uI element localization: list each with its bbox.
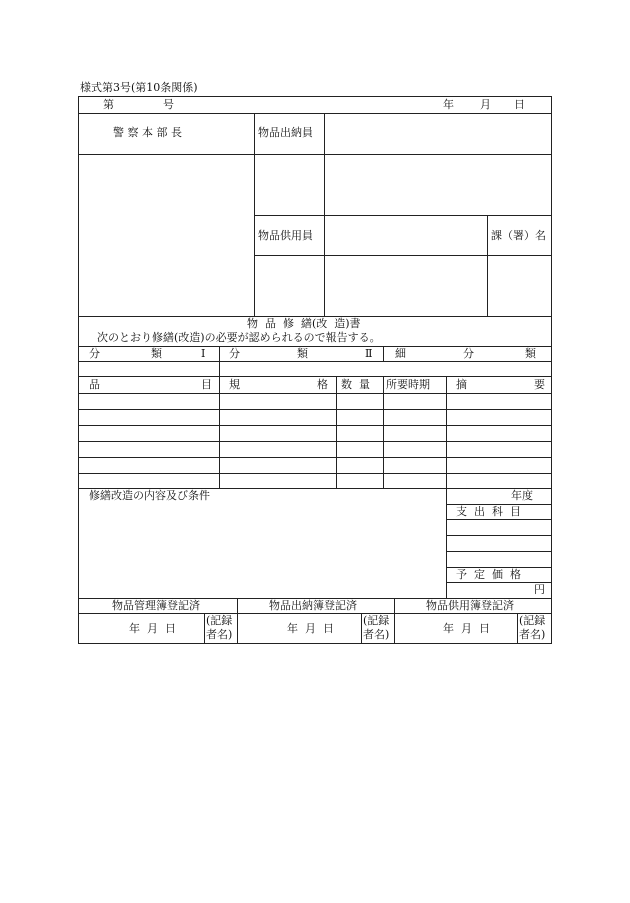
- item-label-b: 目: [201, 378, 212, 391]
- grid-line: [254, 215, 551, 216]
- date-month: 月: [480, 98, 491, 111]
- grid-line: [79, 154, 551, 155]
- grid-line: [446, 551, 551, 552]
- recorder-line1: (記録: [363, 614, 390, 627]
- grid-line: [254, 255, 551, 256]
- section-label: 課（署）名: [491, 229, 546, 242]
- grid-line: [79, 113, 551, 114]
- recorder-line2: 者名): [206, 628, 233, 641]
- detail-label: 細: [395, 347, 406, 360]
- form-number-label: 様式第3号(第10条関係): [80, 81, 198, 94]
- recorder-line1: (記録: [206, 614, 233, 627]
- grid-line: [79, 393, 551, 394]
- remarks-label: 摘: [456, 378, 467, 391]
- grid-line: [79, 376, 551, 377]
- remarks-label-b: 要: [534, 378, 545, 391]
- yen-label: 円: [534, 583, 545, 596]
- grid-line: [446, 376, 447, 598]
- grid-line: [79, 441, 551, 442]
- grid-line: [446, 535, 551, 536]
- management-register-label: 物品管理簿登記済: [112, 599, 200, 612]
- issuance-register-label: 物品出納簿登記済: [269, 599, 357, 612]
- usage-register-label: 物品供用簿登記済: [426, 599, 514, 612]
- class1-label-b: 類: [151, 347, 162, 360]
- repair-report-form: [78, 96, 552, 644]
- register-date: 年 月 日: [443, 622, 490, 635]
- grid-line: [79, 346, 551, 347]
- item-label: 品: [89, 378, 100, 391]
- class2-number: Ⅱ: [365, 347, 373, 360]
- report-title: 物 品 修 繕(改 造)書: [247, 317, 361, 330]
- register-date: 年 月 日: [129, 622, 176, 635]
- grid-line: [383, 376, 384, 488]
- class1-number: Ⅰ: [201, 347, 206, 360]
- grid-line: [446, 519, 551, 520]
- grid-line: [79, 361, 551, 362]
- grid-line: [79, 613, 551, 614]
- grid-line: [336, 376, 337, 488]
- fiscal-year-label: 年度: [511, 489, 533, 502]
- number-suffix: 号: [163, 98, 174, 111]
- date-year: 年: [443, 98, 454, 111]
- detail-label-c: 類: [525, 347, 536, 360]
- grid-line: [79, 425, 551, 426]
- detail-label-b: 分: [463, 347, 474, 360]
- report-statement: 次のとおり修繕(改造)の必要が認められるので報告する。: [97, 331, 381, 344]
- grid-line: [219, 346, 220, 488]
- grid-line: [361, 613, 362, 644]
- class2-label: 分: [229, 347, 240, 360]
- grid-line: [204, 613, 205, 644]
- expense-item-label: 支 出 科 目: [456, 505, 521, 518]
- conditions-label: 修繕改造の内容及び条件: [89, 489, 210, 502]
- user-label: 物品供用員: [258, 229, 313, 242]
- number-prefix: 第: [103, 98, 114, 111]
- issuer-label: 物品出納員: [258, 126, 313, 139]
- date-day: 日: [514, 98, 525, 111]
- quantity-label: 数 量: [341, 378, 370, 391]
- grid-line: [79, 473, 551, 474]
- spec-label-b: 格: [317, 378, 328, 391]
- spec-label: 規: [229, 378, 240, 391]
- recorder-line1: (記録: [519, 614, 546, 627]
- grid-line: [237, 598, 238, 644]
- addressee: 警 察 本 部 長: [113, 126, 182, 139]
- class2-label-b: 類: [297, 347, 308, 360]
- grid-line: [383, 346, 384, 361]
- grid-line: [394, 598, 395, 644]
- grid-line: [487, 215, 488, 316]
- grid-line: [324, 113, 325, 316]
- register-date: 年 月 日: [287, 622, 334, 635]
- recorder-line2: 者名): [519, 628, 546, 641]
- period-label: 所要時期: [386, 378, 430, 391]
- estimate-label: 予 定 価 格: [456, 568, 521, 581]
- recorder-line2: 者名): [363, 628, 390, 641]
- grid-line: [517, 613, 518, 644]
- grid-line: [79, 409, 551, 410]
- grid-line: [254, 113, 255, 316]
- class1-label: 分: [89, 347, 100, 360]
- grid-line: [79, 457, 551, 458]
